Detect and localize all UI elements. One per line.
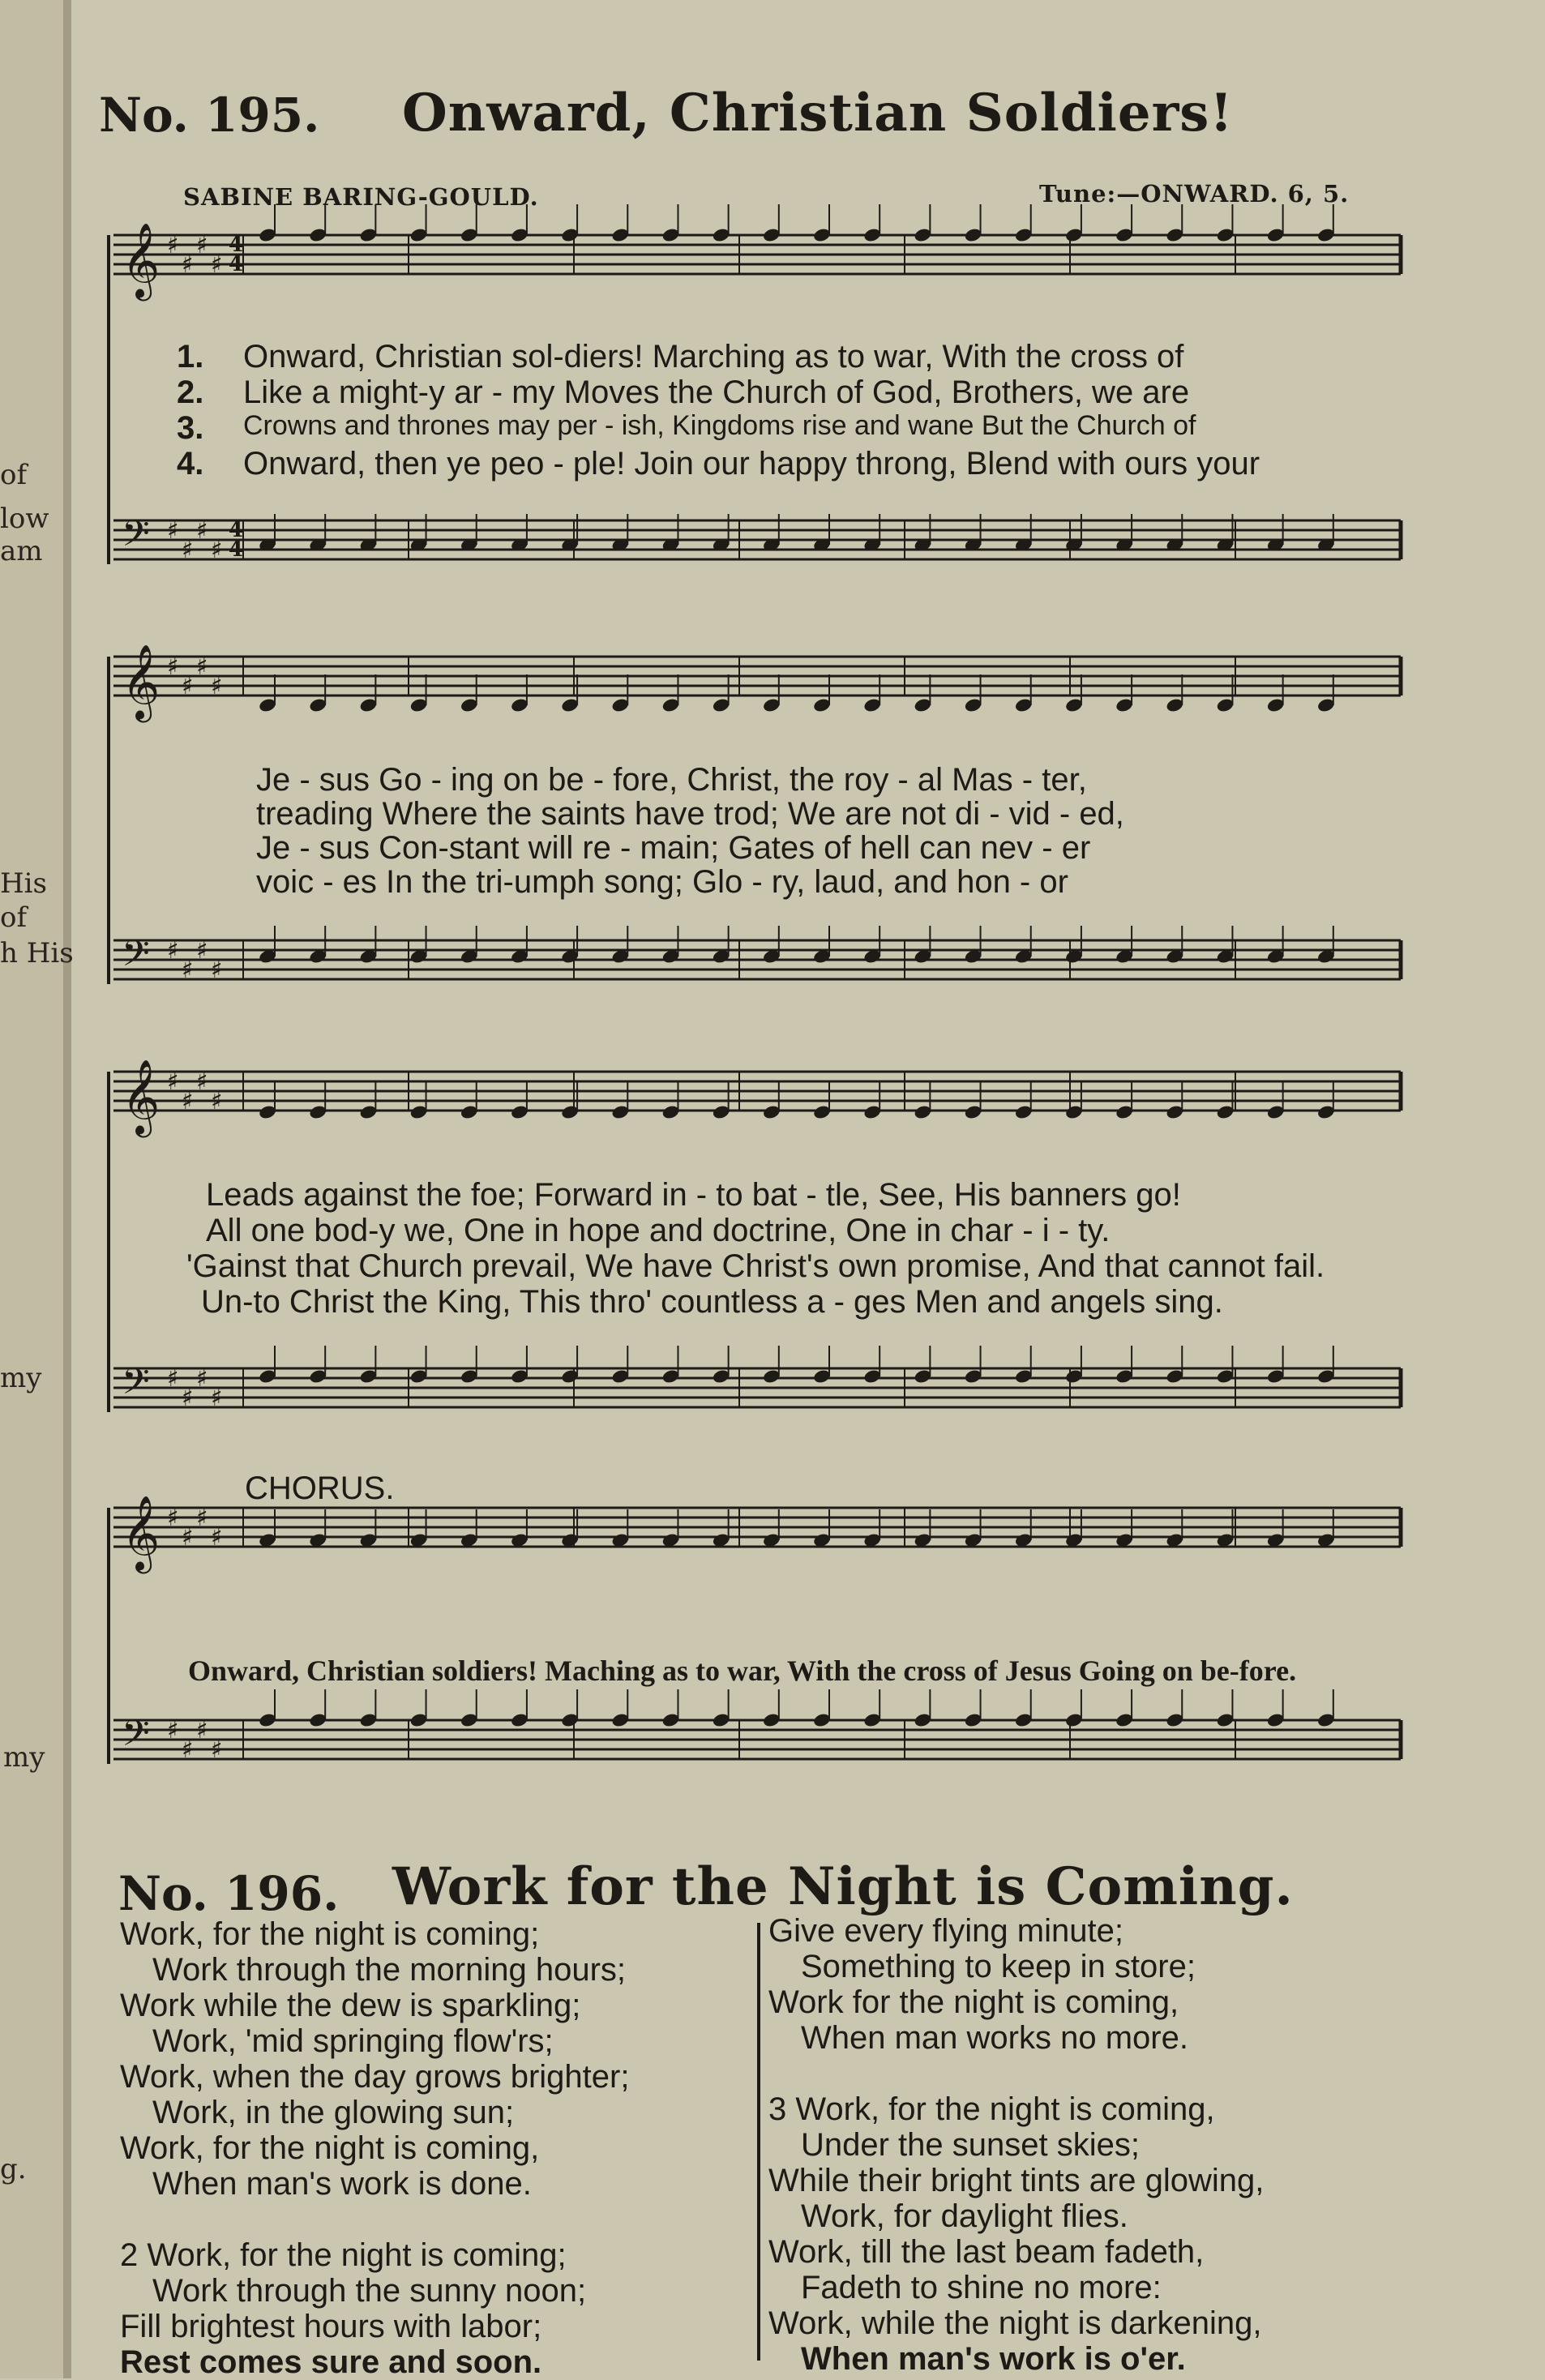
bass-clef-icon: 𝄢	[122, 512, 150, 563]
lyric-line: Je - sus Go - ing on be - fore, Christ, the roy - al Mas - ter,	[256, 762, 1087, 798]
sharp-icon: ♯	[167, 231, 179, 259]
sharp-icon: ♯	[167, 653, 179, 681]
poem-line: Rest comes sure and soon.	[120, 2344, 542, 2380]
edge-fragment: am	[0, 535, 43, 567]
sharp-icon: ♯	[182, 536, 194, 564]
sharp-icon: ♯	[211, 672, 223, 700]
edge-fragment: low	[0, 503, 49, 535]
lyric-line: All one bod-y we, One in hope and doctrine, One in char - i - ty.	[206, 1213, 1111, 1248]
lyric-line: Un-to Christ the King, This thro' countless a - ges Men and angels sing.	[201, 1284, 1223, 1320]
poem-line	[768, 2056, 1264, 2091]
sharp-icon: ♯	[182, 1384, 194, 1412]
lyric-line: Like a might-y ar - my Moves the Church of God, Brothers, we are	[243, 375, 1190, 410]
sharp-icon: ♯	[167, 1364, 179, 1393]
poem-line: When man's work is o'er.	[801, 2341, 1186, 2377]
sharp-icon: ♯	[167, 516, 179, 545]
sharp-icon: ♯	[167, 1716, 179, 1744]
sharp-icon: ♯	[211, 536, 223, 564]
time-signature: 4	[229, 518, 244, 542]
verse-number: 3.	[177, 410, 204, 446]
sharp-icon: ♯	[211, 956, 223, 984]
sharp-icon: ♯	[182, 250, 194, 279]
tune-credit: Tune:—ONWARD. 6, 5.	[1039, 180, 1350, 208]
edge-fragment: of	[0, 901, 28, 934]
author-credit: SABINE BARING-GOULD.	[183, 183, 539, 211]
hymn-title: Work for the Night is Coming.	[392, 1856, 1294, 1917]
sharp-icon: ♯	[196, 1504, 208, 1532]
edge-fragment: His	[0, 867, 47, 900]
time-signature: 4	[229, 252, 244, 276]
poem-line: Work, while the night is darkening,	[768, 2305, 1262, 2341]
time-signature: 4	[229, 233, 244, 257]
sharp-icon: ♯	[211, 1087, 223, 1115]
chorus-lyric: Onward, Christian soldiers! Maching as to war, With the cross of Jesus Going on be-fore.	[188, 1654, 1297, 1687]
lyric-line: voic - es In the tri-umph song; Glo - ry, laud, and hon - or	[256, 864, 1068, 900]
poem-line: While their bright tints are glowing,	[768, 2163, 1265, 2198]
lyric-line: Onward, then ye peo - ple! Join our happy throng, Blend with ours your	[243, 446, 1260, 482]
sharp-icon: ♯	[196, 653, 208, 681]
treble-clef-icon: 𝄞	[122, 644, 160, 719]
poem-line: Under the sunset skies;	[801, 2127, 1140, 2163]
sharp-icon: ♯	[196, 1068, 208, 1096]
sharp-icon: ♯	[211, 1736, 223, 1764]
edge-fragment: my	[3, 1741, 45, 1774]
sharp-icon: ♯	[182, 956, 194, 984]
lyric-line: Je - sus Con-stant will re - main; Gates of hell can nev - er	[256, 830, 1091, 866]
sharp-icon: ♯	[211, 1523, 223, 1552]
treble-clef-icon: 𝄞	[122, 1495, 160, 1570]
hymn-number: No. 196.	[118, 1866, 340, 1921]
poem-line: Give every flying minute;	[768, 1913, 1123, 1949]
sharp-icon: ♯	[182, 1523, 194, 1552]
poem-line: Work, for the night is coming,	[120, 2130, 540, 2166]
poem-line: Work, for daylight flies.	[801, 2198, 1128, 2234]
sharp-icon: ♯	[196, 936, 208, 965]
poem-line: Something to keep in store;	[801, 1949, 1196, 1984]
poem-line	[120, 2202, 629, 2237]
edge-fragment: h His	[0, 937, 74, 970]
lyric-line: Leads against the foe; Forward in - to bat - tle, See, His banners go!	[206, 1177, 1181, 1213]
sharp-icon: ♯	[196, 516, 208, 545]
poem-line: Work for the night is coming,	[768, 1984, 1179, 2020]
sharp-icon: ♯	[211, 1384, 223, 1412]
sharp-icon: ♯	[196, 231, 208, 259]
poem-line: Work, till the last beam fadeth,	[768, 2234, 1205, 2270]
hymn-number: No. 195.	[99, 88, 320, 143]
poem-line: Work, in the glowing sun;	[152, 2095, 515, 2130]
sharp-icon: ♯	[167, 1504, 179, 1532]
lyric-line: Crowns and thrones may per - ish, Kingdoms rise and wane But the Church of	[243, 410, 1196, 441]
verse-number: 2.	[177, 375, 204, 410]
poem-line: When man works no more.	[801, 2020, 1188, 2056]
time-signature: 4	[229, 537, 244, 562]
verse-number: 1.	[177, 339, 204, 375]
poem-line: Work while the dew is sparkling;	[120, 1988, 581, 2023]
lyric-line: treading Where the saints have trod; We are not di - vid - ed,	[256, 796, 1124, 832]
bass-clef-icon: 𝄢	[122, 1712, 150, 1763]
edge-fragment: of	[0, 459, 28, 491]
bass-clef-icon: 𝄢	[122, 1360, 150, 1411]
lyric-line: 'Gainst that Church prevail, We have Christ's own promise, And that cannot fail.	[186, 1248, 1325, 1284]
poem-line: Fadeth to shine no more:	[801, 2270, 1162, 2305]
poem-line: Work through the morning hours;	[152, 1952, 627, 1988]
sharp-icon: ♯	[182, 672, 194, 700]
sharp-icon: ♯	[167, 1068, 179, 1096]
poem-line: When man's work is done.	[152, 2166, 532, 2202]
treble-clef-icon: 𝄞	[122, 222, 160, 298]
poem-right-column	[768, 1913, 1264, 2377]
sharp-icon: ♯	[211, 250, 223, 279]
sharp-icon: ♯	[182, 1087, 194, 1115]
sharp-icon: ♯	[182, 1736, 194, 1764]
sharp-icon: ♯	[196, 1716, 208, 1744]
verse-number: 4.	[177, 446, 204, 482]
bass-clef-icon: 𝄢	[122, 932, 150, 983]
poem-line: Fill brightest hours with labor;	[120, 2309, 542, 2344]
poem-line: 2 Work, for the night is coming;	[120, 2237, 567, 2273]
sharp-icon: ♯	[196, 1364, 208, 1393]
chorus-label: CHORUS.	[245, 1470, 395, 1506]
poem-left-column	[120, 1916, 629, 2380]
lyric-line: Onward, Christian sol-diers! Marching as to war, With the cross of	[243, 339, 1184, 375]
poem-line: Work through the sunny noon;	[152, 2273, 587, 2309]
column-divider	[757, 1923, 760, 2361]
sharp-icon: ♯	[167, 936, 179, 965]
treble-clef-icon: 𝄞	[122, 1059, 160, 1134]
hymn-title: Onward, Christian Soldiers!	[402, 83, 1234, 143]
poem-line: Work, when the day grows brighter;	[120, 2059, 630, 2095]
poem-line: 3 Work, for the night is coming,	[768, 2091, 1215, 2127]
poem-line: Work, for the night is coming;	[120, 1916, 540, 1952]
poem-line: Work, 'mid springing flow'rs;	[152, 2023, 554, 2059]
edge-fragment: g.	[0, 2153, 27, 2185]
edge-fragment: my	[0, 1362, 42, 1394]
